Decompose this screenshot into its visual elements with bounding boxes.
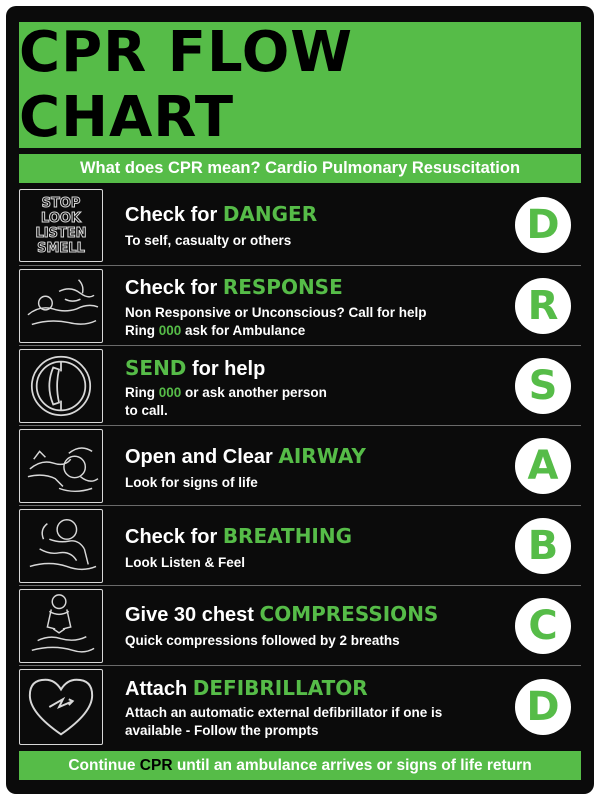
subtitle-banner — [19, 154, 581, 183]
step-heading — [125, 356, 265, 381]
heading-text: Check for — [125, 204, 223, 226]
heading-text: Attach — [125, 678, 193, 700]
step-letter-badge: D — [515, 197, 571, 253]
heading-highlight: DEFIBRILLATOR — [192, 676, 368, 700]
icon-word-stop: STOP — [41, 195, 81, 211]
step-defibrillator — [19, 665, 581, 748]
subtitle-text: What does CPR mean? Cardio Pulmonary Resuscitation — [79, 159, 521, 177]
heading-text: for help — [186, 358, 266, 380]
heading-highlight: COMPRESSIONS — [259, 602, 439, 626]
step-description — [125, 704, 495, 740]
heading-highlight: DANGER — [222, 202, 318, 226]
heading-text: Check for — [125, 526, 223, 548]
breathing-check-icon — [19, 509, 103, 583]
heading-text: Open and Clear — [125, 446, 279, 468]
description-line: to call. — [125, 403, 168, 418]
step-description: To self, casualty or others — [125, 233, 292, 248]
heading-highlight: SEND — [125, 356, 187, 380]
step-heading — [125, 524, 352, 549]
icon-word-smell: SMELL — [37, 240, 85, 256]
footer-banner — [19, 751, 581, 780]
description-line: Non Responsive or Unconscious? Call for help — [125, 305, 427, 320]
description-line: Ring 000 or ask another person — [125, 385, 327, 400]
step-description: Look for signs of life — [125, 475, 258, 490]
footer-text: Continue — [68, 756, 140, 774]
heading-highlight: BREATHING — [222, 524, 353, 548]
emergency-number: 000 — [158, 323, 182, 338]
footer-keyword: CPR — [139, 756, 173, 774]
step-description: Quick compressions followed by 2 breaths — [125, 633, 400, 648]
step-description: Look Listen & Feel — [125, 555, 246, 570]
step-heading — [125, 202, 317, 227]
step-send — [19, 345, 581, 426]
description-line: available - Follow the prompts — [125, 723, 319, 738]
heading-text: Check for — [125, 277, 223, 299]
step-breathing — [19, 505, 581, 586]
chest-compression-icon — [19, 589, 103, 663]
step-letter-badge: C — [515, 598, 571, 654]
icon-word-look: LOOK — [41, 210, 81, 226]
step-letter-badge: R — [515, 278, 571, 334]
icon-word-listen: LISTEN — [35, 225, 87, 241]
footer-text: until an ambulance arrives or signs of life return — [172, 756, 532, 774]
heading-text: Give 30 chest — [125, 604, 260, 626]
description-line: Attach an automatic external defibrillator if one is — [125, 705, 443, 720]
step-compressions — [19, 585, 581, 666]
defibrillator-heart-icon — [19, 669, 103, 745]
step-description — [125, 384, 495, 420]
response-check-icon — [19, 269, 103, 343]
title-banner — [19, 22, 581, 148]
step-description — [125, 304, 495, 340]
step-danger — [19, 186, 581, 265]
step-heading — [125, 444, 366, 469]
telephone-icon — [19, 349, 103, 423]
step-letter-badge: D — [515, 679, 571, 735]
step-heading — [125, 676, 368, 701]
heading-highlight: RESPONSE — [222, 275, 343, 299]
stop-look-listen-smell-icon — [19, 189, 103, 262]
page-title: CPR FLOW CHART — [19, 20, 354, 150]
step-letter-badge: S — [515, 358, 571, 414]
emergency-number: 000 — [158, 385, 182, 400]
step-letter-badge: B — [515, 518, 571, 574]
description-line: Ring 000 ask for Ambulance — [125, 323, 306, 338]
step-heading — [125, 275, 343, 300]
step-airway — [19, 425, 581, 506]
step-letter-badge: A — [515, 438, 571, 494]
airway-icon — [19, 429, 103, 503]
step-heading — [125, 602, 438, 627]
step-response — [19, 265, 581, 346]
heading-highlight: AIRWAY — [278, 444, 366, 468]
